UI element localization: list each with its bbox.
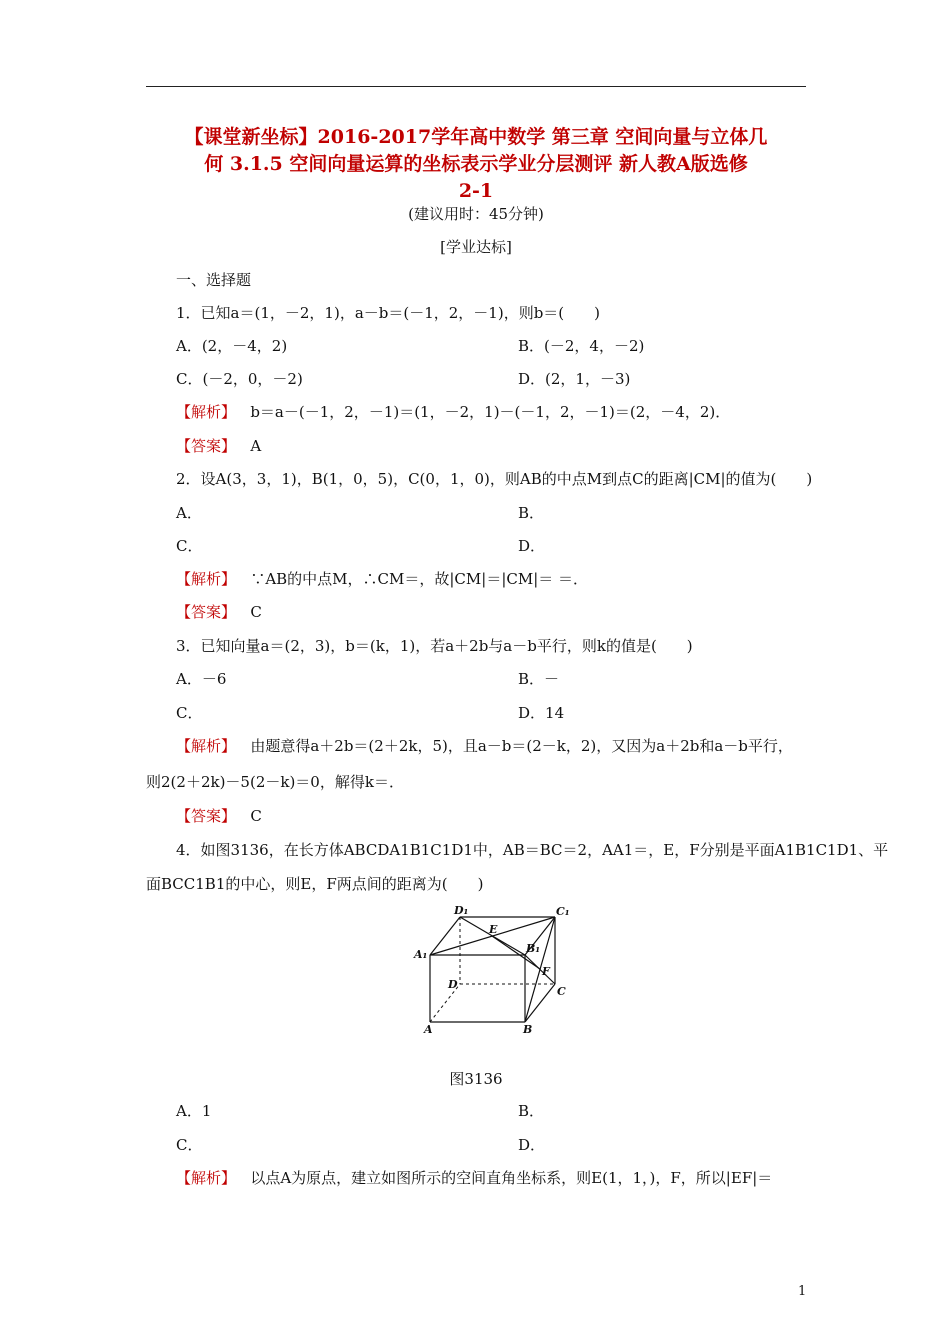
q2-option-a: A． bbox=[176, 504, 202, 522]
q1-answer-text: A bbox=[250, 437, 262, 455]
label-c: C bbox=[557, 985, 566, 998]
q4-analysis-text: 以点A为原点，建立如图所示的空间直角坐标系，则E(1，1，)，F，所以|EF|＝ bbox=[250, 1169, 773, 1187]
q4-stem-2: 面BCC1B1的中心，则E，F两点间的距离为( ) bbox=[146, 875, 484, 893]
label-b: B bbox=[523, 1023, 533, 1035]
q2-stem: 2．设A(3，3，1)，B(1，0，5)，C(0，1，0)，则AB的中点M到点C的距离|CM|的值为( ) bbox=[176, 470, 813, 488]
q2-analysis-text: ∵AB的中点M，∴CM＝，故|CM|＝|CM|＝ ＝． bbox=[250, 570, 589, 588]
q3-analysis-text-1: 由题意得a＋2b＝(2＋2k，5)，且a－b＝(2－k，2)，又因为a＋2b和a－b平行， bbox=[250, 737, 793, 755]
title-line-2: 何 3.1.5 空间向量运算的坐标表示学业分层测评 新人教A版选修 bbox=[204, 153, 748, 175]
q3-analysis bbox=[176, 736, 793, 756]
answer-tag: 【答案】 bbox=[176, 437, 237, 455]
q2-analysis bbox=[176, 569, 588, 589]
label-d1: D₁ bbox=[454, 905, 469, 917]
q3-answer bbox=[176, 806, 262, 826]
q3-analysis-text-2: 则2(2＋2k)－5(2－k)＝0，解得k＝． bbox=[146, 773, 404, 791]
q2-option-b: B． bbox=[518, 504, 545, 522]
answer-tag: 【答案】 bbox=[176, 807, 237, 825]
q3-option-b: B．－ bbox=[518, 670, 560, 688]
analysis-tag: 【解析】 bbox=[176, 1169, 237, 1187]
document-title bbox=[146, 124, 806, 205]
label-d: D bbox=[448, 978, 458, 991]
q3-stem: 3．已知向量a＝(2，3)，b＝(k，1)，若a＋2b与a－b平行，则k的值是( ) bbox=[176, 637, 693, 655]
q1-stem: 1．已知a＝(1，－2，1)，a－b＝(－1，2，－1)，则b＝( ) bbox=[176, 304, 601, 322]
q2-answer-text: C bbox=[250, 603, 262, 621]
label-e: E bbox=[489, 923, 498, 936]
title-line-1: 【课堂新坐标】2016-2017学年高中数学 第三章 空间向量与立体几 bbox=[184, 126, 768, 148]
time-note: (建议用时：45分钟) bbox=[408, 205, 544, 223]
title-line-3: 2-1 bbox=[458, 180, 494, 202]
q4-stem-1: 4．如图3136，在长方体ABCDA1B1C1D1中，AB＝BC＝2，AA1＝，E，F分别是平面A1B1C1D1、平 bbox=[176, 841, 889, 859]
q1-option-b: B．(－2，4，－2) bbox=[518, 337, 645, 355]
q4-option-d: D． bbox=[518, 1136, 546, 1154]
analysis-tag: 【解析】 bbox=[176, 737, 237, 755]
q3-answer-text: C bbox=[250, 807, 262, 825]
label-b1: B₁ bbox=[526, 942, 541, 955]
q4-analysis bbox=[176, 1168, 772, 1188]
q4-option-b: B． bbox=[518, 1102, 545, 1120]
analysis-tag: 【解析】 bbox=[176, 570, 237, 588]
label-c1: C₁ bbox=[556, 905, 570, 918]
q2-option-c: C． bbox=[176, 537, 203, 555]
q4-option-a: A．1 bbox=[176, 1102, 212, 1120]
q3-option-a: A．－6 bbox=[176, 670, 227, 688]
cuboid-figure bbox=[410, 905, 590, 1035]
q1-answer bbox=[176, 436, 261, 456]
label-f: F bbox=[542, 965, 550, 978]
label-a1: A₁ bbox=[414, 948, 428, 961]
q3-option-d: D．14 bbox=[518, 704, 565, 722]
section-label: [学业达标] bbox=[440, 238, 512, 256]
q2-answer bbox=[176, 602, 262, 622]
answer-tag: 【答案】 bbox=[176, 603, 237, 621]
q1-analysis-text: b＝a－(－1，2，－1)＝(1，－2，1)－(－1，2，－1)＝(2，－4，2)． bbox=[250, 403, 731, 421]
q3-option-c: C． bbox=[176, 704, 203, 722]
analysis-tag: 【解析】 bbox=[176, 403, 237, 421]
q1-analysis bbox=[176, 402, 730, 422]
q4-option-c: C． bbox=[176, 1136, 203, 1154]
label-a: A bbox=[424, 1023, 433, 1035]
figure-caption: 图3136 bbox=[449, 1070, 503, 1088]
q1-option-a: A．(2，－4，2) bbox=[176, 337, 288, 355]
part-heading: 一、选择题 bbox=[176, 271, 252, 289]
q1-option-d: D．(2，1，－3) bbox=[518, 370, 631, 388]
header-rule bbox=[146, 86, 806, 87]
page-number: 1 bbox=[798, 1284, 807, 1299]
q1-option-c: C．(－2，0，－2) bbox=[176, 370, 303, 388]
q2-option-d: D． bbox=[518, 537, 546, 555]
